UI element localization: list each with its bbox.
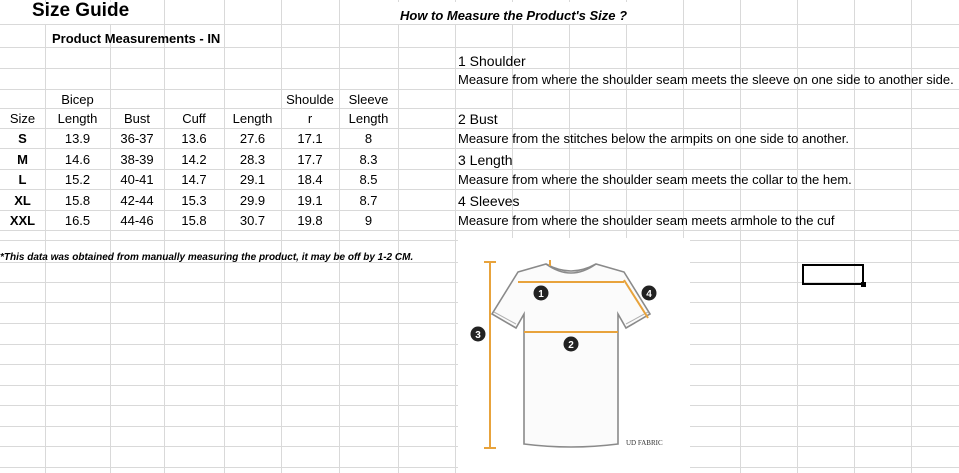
tshirt-outline-icon: [492, 264, 650, 447]
cell-shoulder: 17.1: [297, 131, 323, 146]
cell-length: 30.7: [239, 213, 266, 228]
cell-size: XL: [14, 193, 31, 208]
cell-cuff: 15.8: [181, 213, 207, 228]
cell-cuff: 13.6: [181, 131, 207, 146]
howto-text-length: Measure from where the shoulder seam meets the collar to the hem.: [458, 172, 852, 187]
cell-bicep: 13.9: [64, 131, 91, 146]
cell-sleeve: 8.3: [359, 152, 378, 167]
cell-size: M: [17, 152, 28, 167]
cell-shoulder: 19.1: [297, 193, 323, 208]
header-sleeve-length: Length: [348, 111, 389, 126]
cell-length: 29.1: [239, 172, 266, 187]
disclaimer-note: *This data was obtained from manually measuring the product, it may be off by 1-2 CM.: [0, 252, 414, 263]
cell-shoulder: 19.8: [297, 213, 323, 228]
cell-shoulder: 17.7: [297, 152, 323, 167]
cell-shoulder: 18.4: [297, 172, 323, 187]
howto-text-shoulder: Measure from where the shoulder seam meets the sleeve on one side to another side.: [458, 72, 954, 87]
cell-bust: 38-39: [120, 152, 154, 167]
header-sleeve: Sleeve: [348, 92, 389, 107]
howto-text-sleeves: Measure from where the shoulder seam meets armhole to the cuf: [458, 213, 835, 228]
page-title: Size Guide: [32, 0, 130, 21]
cell-bicep: 15.8: [64, 193, 91, 208]
selected-cell[interactable]: [802, 264, 864, 285]
cell-cuff: 14.2: [181, 152, 207, 167]
cell-length: 28.3: [239, 152, 266, 167]
header-shoulder-cont: r: [307, 111, 313, 126]
cell-length: 27.6: [239, 131, 266, 146]
howto-heading-bust: 2 Bust: [458, 111, 498, 127]
cell-bicep: 14.6: [64, 152, 91, 167]
cell-bicep: 15.2: [64, 172, 91, 187]
cell-cuff: 15.3: [181, 193, 207, 208]
cell-bust: 36-37: [120, 131, 154, 146]
howto-heading-sleeves: 4 Sleeves: [458, 193, 520, 209]
cell-bust: 44-46: [120, 213, 154, 228]
brand-label: UD FABRIC: [626, 439, 663, 447]
header-bicep: Bicep: [61, 92, 94, 107]
cell-size: S: [18, 131, 27, 146]
cell-bicep: 16.5: [64, 213, 91, 228]
page-subtitle: Product Measurements - IN: [52, 31, 221, 46]
marker-3-label: 3: [475, 330, 481, 341]
tshirt-diagram: [466, 252, 676, 457]
header-length: Length: [232, 111, 273, 126]
cell-sleeve: 9: [364, 213, 373, 228]
header-shoulder: Shoulde: [286, 92, 334, 107]
marker-4-label: 4: [646, 289, 652, 300]
header-bust: Bust: [123, 111, 150, 126]
howto-heading-length: 3 Length: [458, 152, 513, 168]
cell-bust: 42-44: [120, 193, 154, 208]
marker-1-label: 1: [538, 289, 544, 300]
howto-text-bust: Measure from the stitches below the armpits on one side to another.: [458, 131, 849, 146]
cell-sleeve: 8.5: [359, 172, 378, 187]
cell-length: 29.9: [239, 193, 266, 208]
howto-title: How to Measure the Product's Size ?: [400, 8, 628, 23]
cell-size: XXL: [9, 213, 36, 228]
cell-size: L: [18, 172, 27, 187]
cell-sleeve: 8.7: [359, 193, 378, 208]
howto-heading-shoulder: 1 Shoulder: [458, 53, 526, 69]
header-size: Size: [9, 111, 36, 126]
header-bicep-length: Length: [57, 111, 98, 126]
cell-sleeve: 8: [364, 131, 373, 146]
header-cuff: Cuff: [182, 111, 206, 126]
cell-bust: 40-41: [120, 172, 154, 187]
cell-cuff: 14.7: [181, 172, 207, 187]
marker-2-label: 2: [568, 340, 574, 351]
